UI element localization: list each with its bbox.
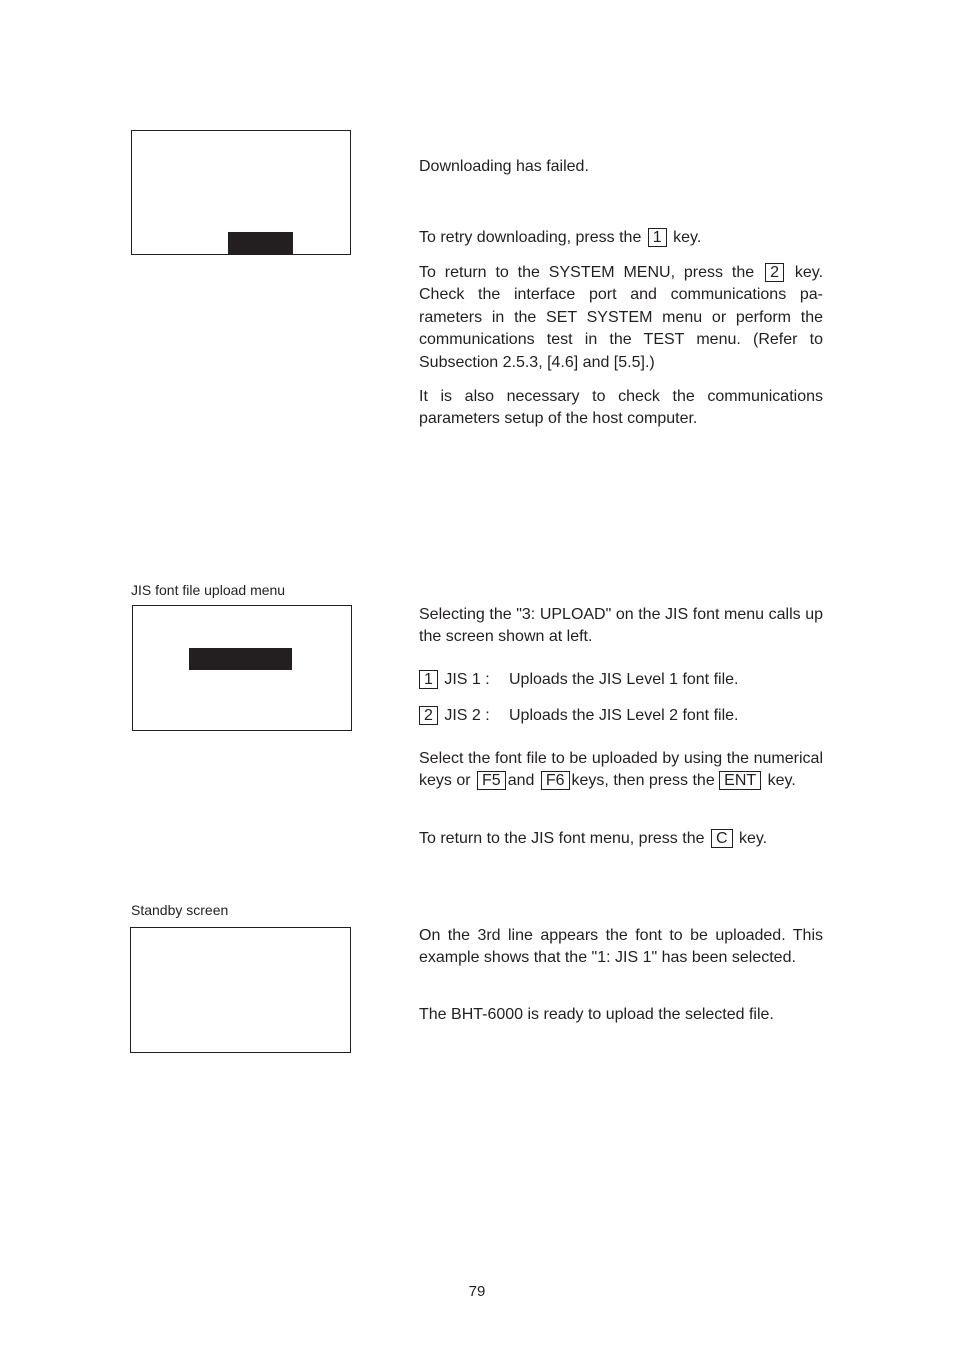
- key-2: 2: [765, 263, 784, 282]
- upload-menu-screen: [132, 605, 352, 731]
- return-instruction: To return to the SYSTEM MENU, press the 2 key. Check the interface port and communications pa-rameters in the SET SYSTEM menu or perform the communications test in the TEST menu. (Refer to Subsection 2.5.3, [4.6] and [5.5].): [419, 264, 824, 371]
- standby-caption: Standby screen: [131, 902, 229, 918]
- screen-highlight-bar: [189, 648, 292, 670]
- standby-screen: [130, 927, 351, 1053]
- key-1: 1: [648, 228, 667, 247]
- host-check-note: It is also necessary to check the communications parameters setup of the host computer.: [419, 388, 823, 428]
- menu-item-jis2: 2 JIS 2 : Uploads the JIS Level 2 font file.: [419, 705, 823, 727]
- standby-description: On the 3rd line appears the font to be uploaded. This example shows that the "1: JIS 1" has been selected.: [419, 927, 823, 967]
- key-f5: F5: [477, 771, 506, 790]
- key-1: 1: [419, 670, 438, 689]
- key-c: C: [711, 829, 733, 848]
- download-failed-message: Downloading has failed.: [419, 158, 589, 175]
- screen-highlight-bar: [228, 232, 293, 254]
- standby-ready-note: The BHT-6000 is ready to upload the selected file.: [419, 1006, 774, 1023]
- menu-item-jis1: 1 JIS 1 : Uploads the JIS Level 1 font file.: [419, 669, 823, 691]
- upload-menu-intro: Selecting the "3: UPLOAD" on the JIS font menu calls up the screen shown at left.: [419, 606, 823, 646]
- download-failed-screen: [131, 130, 351, 255]
- retry-instruction: To retry downloading, press the 1 key.: [419, 229, 702, 246]
- key-ent: ENT: [719, 771, 761, 790]
- select-instruction: Select the font file to be uploaded by using the numerical keys or F5 and F6 keys, then press the ENT key.: [419, 750, 823, 790]
- return-jis-instruction: To return to the JIS font menu, press the C key.: [419, 830, 768, 847]
- key-f6: F6: [541, 771, 570, 790]
- section1-text: [419, 156, 823, 178]
- upload-menu-caption: JIS font file upload menu: [131, 582, 286, 598]
- page-number: 79: [468, 1283, 486, 1300]
- key-2: 2: [419, 706, 438, 725]
